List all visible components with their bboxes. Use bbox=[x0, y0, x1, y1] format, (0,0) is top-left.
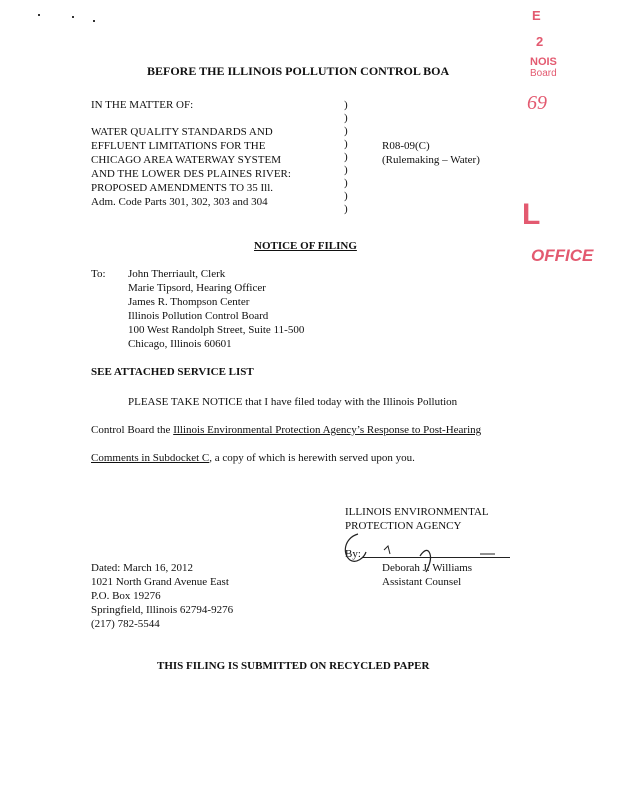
recipient-line: Chicago, Illinois 60601 bbox=[128, 338, 232, 350]
caption-line: AND THE LOWER DES PLAINES RIVER: bbox=[91, 168, 291, 180]
paren: ) bbox=[344, 151, 348, 163]
subdocket-reference: Comments in Subdocket C bbox=[91, 452, 210, 464]
caption-line: PROPOSED AMENDMENTS TO 35 Ill. bbox=[91, 182, 274, 194]
paren: ) bbox=[344, 164, 348, 176]
paren: ) bbox=[344, 177, 348, 189]
address-line: P.O. Box 19276 bbox=[91, 590, 161, 602]
stamp-fragment: 2 bbox=[536, 34, 544, 49]
paren: ) bbox=[344, 99, 348, 111]
stamp-fragment: NOIS bbox=[530, 56, 557, 68]
agency-name-line1: ILLINOIS ENVIRONMENTAL bbox=[345, 506, 489, 518]
address-line: 1021 North Grand Avenue East bbox=[91, 576, 229, 588]
body-text: Control Board the bbox=[91, 424, 174, 436]
to-label: To: bbox=[91, 268, 106, 280]
body-text: , a copy of which is herewith served upon you. bbox=[209, 452, 415, 464]
matter-label: IN THE MATTER OF: bbox=[91, 99, 194, 111]
paren: ) bbox=[344, 203, 348, 215]
recycled-paper-note: THIS FILING IS SUBMITTED ON RECYCLED PAPER bbox=[157, 660, 430, 672]
recipient-line: Illinois Pollution Control Board bbox=[128, 310, 269, 322]
recipient-line: 100 West Randolph Street, Suite 11-500 bbox=[128, 324, 305, 336]
dated-line: Dated: March 16, 2012 bbox=[91, 562, 194, 574]
notice-heading: NOTICE OF FILING bbox=[254, 240, 357, 252]
stamp-fragment: L bbox=[522, 198, 541, 231]
paren: ) bbox=[344, 125, 348, 137]
paren: ) bbox=[344, 112, 348, 124]
signer-title: Assistant Counsel bbox=[382, 576, 462, 588]
rulemaking-type: (Rulemaking – Water) bbox=[382, 154, 480, 166]
paren: ) bbox=[344, 138, 348, 150]
agency-name-line2: PROTECTION AGENCY bbox=[345, 520, 462, 532]
body-line-3 bbox=[91, 452, 415, 464]
document-title: Illinois Environmental Protection Agency’s Response to Post-Hearing bbox=[173, 424, 482, 436]
body-line-1: PLEASE TAKE NOTICE that I have filed today with the Illinois Pollution bbox=[128, 396, 458, 408]
recipient-line: John Therriault, Clerk bbox=[128, 268, 226, 280]
body-line-2 bbox=[91, 424, 481, 436]
stamp-office: OFFICE bbox=[531, 246, 594, 265]
address-line: Springfield, Illinois 62794-9276 bbox=[91, 604, 234, 616]
caption-parentheses bbox=[344, 99, 348, 216]
caption-line: Adm. Code Parts 301, 302, 303 and 304 bbox=[91, 196, 268, 208]
service-list-label: SEE ATTACHED SERVICE LIST bbox=[91, 366, 254, 378]
by-label: By: bbox=[345, 548, 361, 560]
stamp-fragment: Board bbox=[530, 68, 557, 79]
paren: ) bbox=[344, 190, 348, 202]
caption-line: EFFLUENT LIMITATIONS FOR THE bbox=[91, 140, 266, 152]
recipient-line: James R. Thompson Center bbox=[128, 296, 250, 308]
phone-line: (217) 782-5544 bbox=[91, 618, 160, 630]
recipient-line: Marie Tipsord, Hearing Officer bbox=[128, 282, 266, 294]
signer-name: Deborah J. Williams bbox=[382, 562, 473, 574]
docket-number: R08-09(C) bbox=[382, 140, 430, 152]
caption-line: WATER QUALITY STANDARDS AND bbox=[91, 126, 273, 138]
caption-line: CHICAGO AREA WATERWAY SYSTEM bbox=[91, 154, 281, 166]
page-title: BEFORE THE ILLINOIS POLLUTION CONTROL BOA bbox=[147, 64, 450, 78]
stamp-fragment: E bbox=[532, 8, 541, 23]
stamp-date-fragment: 69 bbox=[527, 92, 547, 114]
